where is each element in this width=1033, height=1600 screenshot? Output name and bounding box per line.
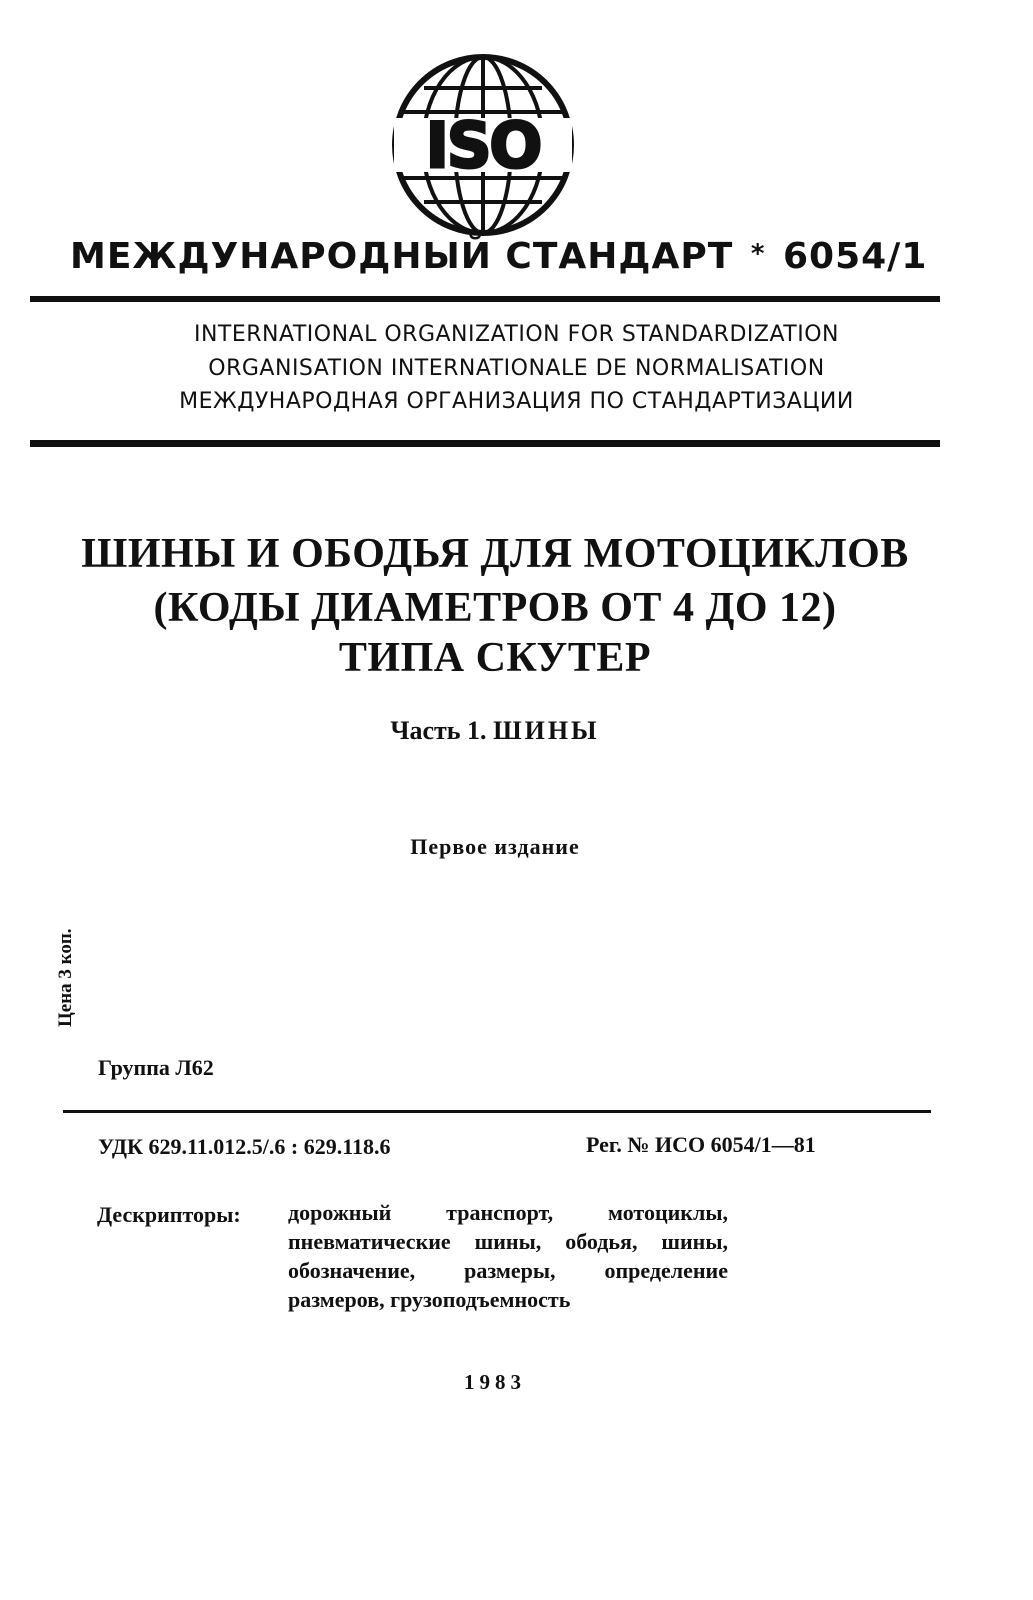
title-line-1: ШИНЫ И ОБОДЬЯ ДЛЯ МОТОЦИКЛОВ	[81, 531, 909, 577]
standard-number: 6054/1	[782, 236, 928, 277]
title-line-3: ТИПА СКУТЕР	[338, 635, 652, 681]
org-name-fr: ORGANISATION INTERNATIONALE DE NORMALISATION	[208, 356, 825, 381]
org-name-ru: МЕЖДУНАРОДНАЯ ОРГАНИЗАЦИЯ ПО СТАНДАРТИЗАЦИИ	[179, 389, 854, 414]
part-title	[0, 716, 990, 746]
descriptors-text: дорожный транспорт, мотоциклы, пневматические шины, ободья, шины, обозначение, размеры, определение размеров, грузоподъемность	[288, 1200, 728, 1312]
edition: Первое издание	[410, 834, 580, 859]
standard-heading-label: МЕЖДУНАРОДНЫЙ СТАНДАРТ	[70, 236, 734, 277]
bottom-rule	[63, 1110, 931, 1113]
logo-text: ISO	[425, 109, 541, 182]
standard-heading	[70, 236, 970, 277]
price-label: Цена 3 коп.	[55, 928, 76, 1027]
part-prefix: Часть 1.	[390, 716, 487, 745]
udk-code: УДК 629.11.012.5/.6 : 629.118.6	[98, 1134, 391, 1159]
middle-rule	[30, 440, 940, 447]
title-line-2: (КОДЫ ДИАМЕТРОВ ОТ 4 ДО 12)	[153, 585, 837, 631]
star-mark: *	[750, 239, 766, 269]
group-code: Группа Л62	[98, 1055, 214, 1080]
org-name-en: INTERNATIONAL ORGANIZATION FOR STANDARDIZATION	[193, 322, 839, 347]
part-name: ШИНЫ	[493, 716, 600, 745]
globe-icon	[388, 50, 578, 240]
registration-number: Рег. № ИСО 6054/1—81	[586, 1132, 816, 1157]
publication-year: 1983	[464, 1370, 526, 1394]
descriptors-label: Дескрипторы:	[97, 1202, 241, 1227]
top-rule	[30, 296, 940, 302]
iso-logo	[388, 50, 578, 240]
